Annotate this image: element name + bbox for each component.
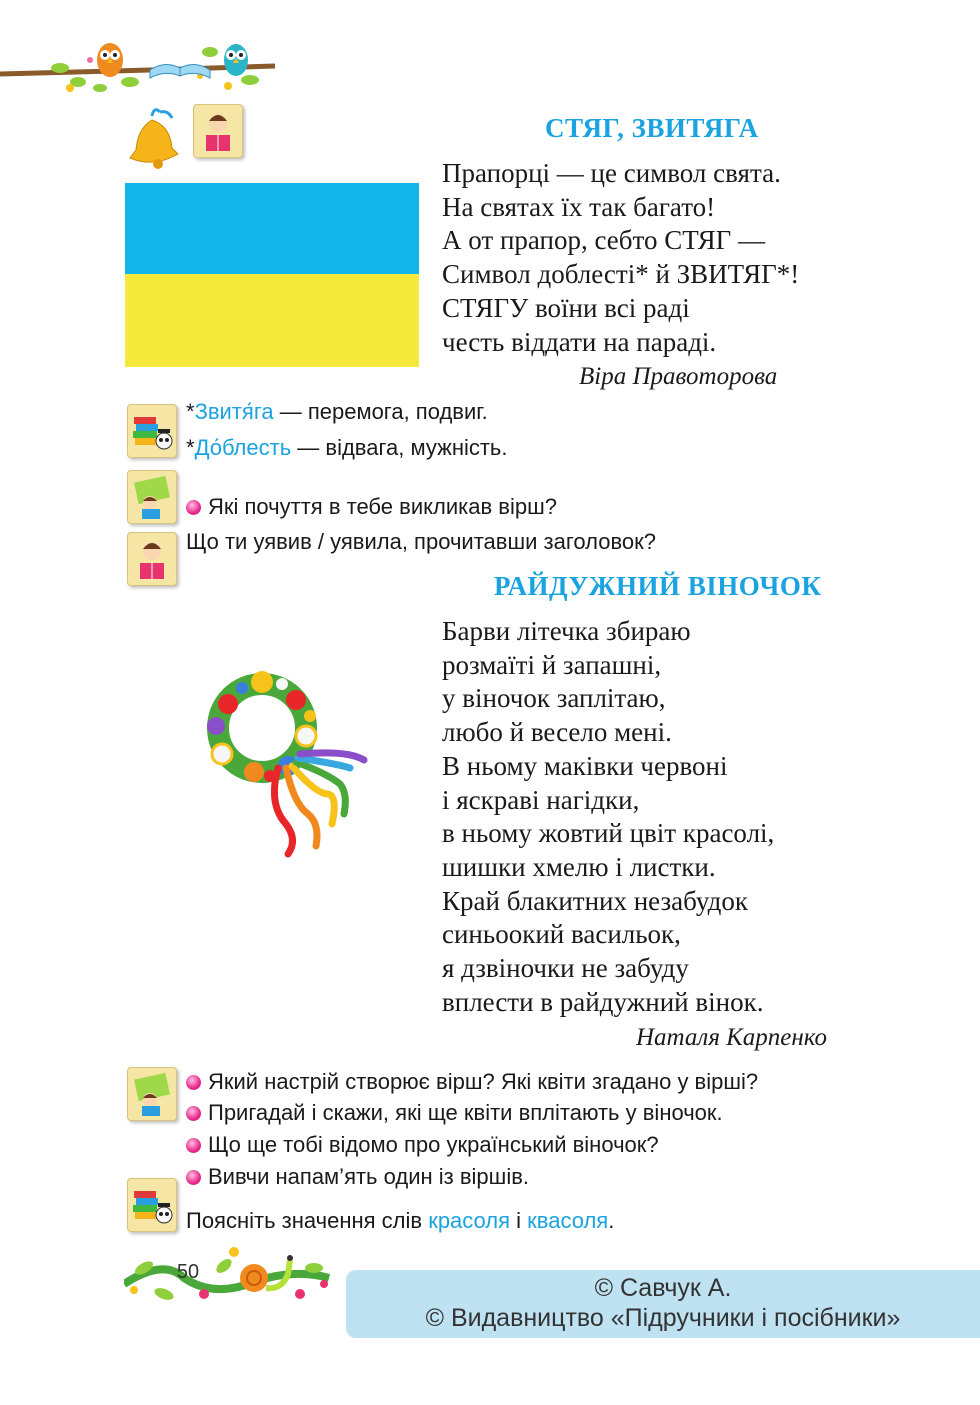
poem-author: Наталя Карпенко bbox=[636, 1024, 828, 1051]
footer-garden-illustration bbox=[124, 1238, 334, 1308]
question-item: Пригадай і скажи, які ще квіти вплітають у віночок. bbox=[186, 1100, 723, 1126]
highlight-word: квасоля bbox=[527, 1208, 609, 1233]
glossary-entry: *До́блесть — відвага, мужність. bbox=[186, 435, 508, 460]
poem-author: Віра Правоторова bbox=[579, 363, 778, 390]
owl-icon bbox=[97, 43, 123, 77]
poem-line: На святах їх так багато! bbox=[442, 191, 716, 222]
poem-line: вплести в райдужний вінок. bbox=[442, 986, 764, 1017]
poem-line: я дзвіночки не забуду bbox=[442, 953, 689, 984]
poem-line: Символ доблесті* й ЗВИТЯГ*! bbox=[442, 259, 800, 290]
snail-icon bbox=[240, 1255, 293, 1292]
flower-wreath-image bbox=[198, 664, 370, 862]
poem-line: Барви літечка збираю bbox=[442, 616, 691, 646]
poem-text bbox=[442, 615, 774, 1019]
poem-line: честь віддати на параді. bbox=[442, 326, 717, 357]
bullet-icon bbox=[186, 1138, 201, 1153]
question-item: Які почуття в тебе викликав вірш? bbox=[186, 494, 557, 520]
ukrainian-flag-image bbox=[125, 183, 419, 367]
reading-child-icon bbox=[193, 104, 243, 158]
question-item: Що ще тобі відомо про український віночок? bbox=[186, 1132, 659, 1158]
poem-line: любо й весело мені. bbox=[442, 717, 672, 748]
header-branch-illustration bbox=[0, 30, 280, 110]
bullet-icon bbox=[186, 500, 201, 515]
poem-line: в ньому жовтий цвіт красолі, bbox=[442, 818, 775, 849]
poem-text bbox=[442, 157, 799, 359]
bullet-icon bbox=[186, 1075, 201, 1090]
poem-line: В ньому маківки червоні bbox=[442, 750, 728, 781]
page-number: 50 bbox=[176, 1261, 200, 1283]
glossary-word: Звитя́га bbox=[194, 399, 274, 424]
poem-line: Край блакитних незабудок bbox=[442, 885, 749, 916]
question-child-icon bbox=[127, 1067, 177, 1121]
poem-line: СТЯГУ воїни всі раді bbox=[442, 292, 690, 323]
poem-line: синьоокий васильок, bbox=[442, 919, 681, 950]
reading-child-icon bbox=[127, 532, 177, 586]
copyright-publisher: © Видавництво «Підручники і посібники» bbox=[425, 1304, 901, 1332]
dictionary-icon bbox=[127, 404, 177, 458]
poem-title: РАЙДУЖНИЙ ВІНОЧОК bbox=[494, 571, 822, 601]
glossary-word: До́блесть bbox=[194, 435, 292, 460]
question-child-icon bbox=[127, 470, 177, 524]
owl-icon bbox=[224, 44, 248, 76]
poem-title: СТЯГ, ЗВИТЯГА bbox=[545, 113, 759, 143]
glossary-entry: *Звитя́га — перемога, подвиг. bbox=[186, 399, 488, 424]
task-text: Поясніть значення слів красоля і квасоля. bbox=[186, 1208, 615, 1233]
dictionary-icon bbox=[127, 1178, 177, 1232]
poem-line: Прапорці — це символ свята. bbox=[442, 158, 781, 188]
bell-icon bbox=[124, 106, 186, 174]
poem-line: А от прапор, себто СТЯГ — bbox=[442, 225, 766, 256]
poem-line: розмаїті й запашні, bbox=[442, 649, 662, 680]
question-item: Який настрій створює вірш? Які квіти згадано у вірші? bbox=[186, 1069, 758, 1095]
poem-line: і яскраві нагідки, bbox=[442, 784, 640, 815]
bullet-icon bbox=[186, 1170, 201, 1185]
poem-line: шишки хмелю і листки. bbox=[442, 851, 716, 882]
highlight-word: красоля bbox=[428, 1208, 511, 1233]
bullet-icon bbox=[186, 1106, 201, 1121]
poem-line: у віночок заплітаю, bbox=[442, 683, 666, 714]
copyright-author: © Савчук А. bbox=[594, 1274, 732, 1302]
question-item: Що ти уявив / уявила, прочитавши заголовок? bbox=[186, 529, 656, 554]
question-item: Вивчи напам’ять один із віршів. bbox=[186, 1164, 529, 1190]
